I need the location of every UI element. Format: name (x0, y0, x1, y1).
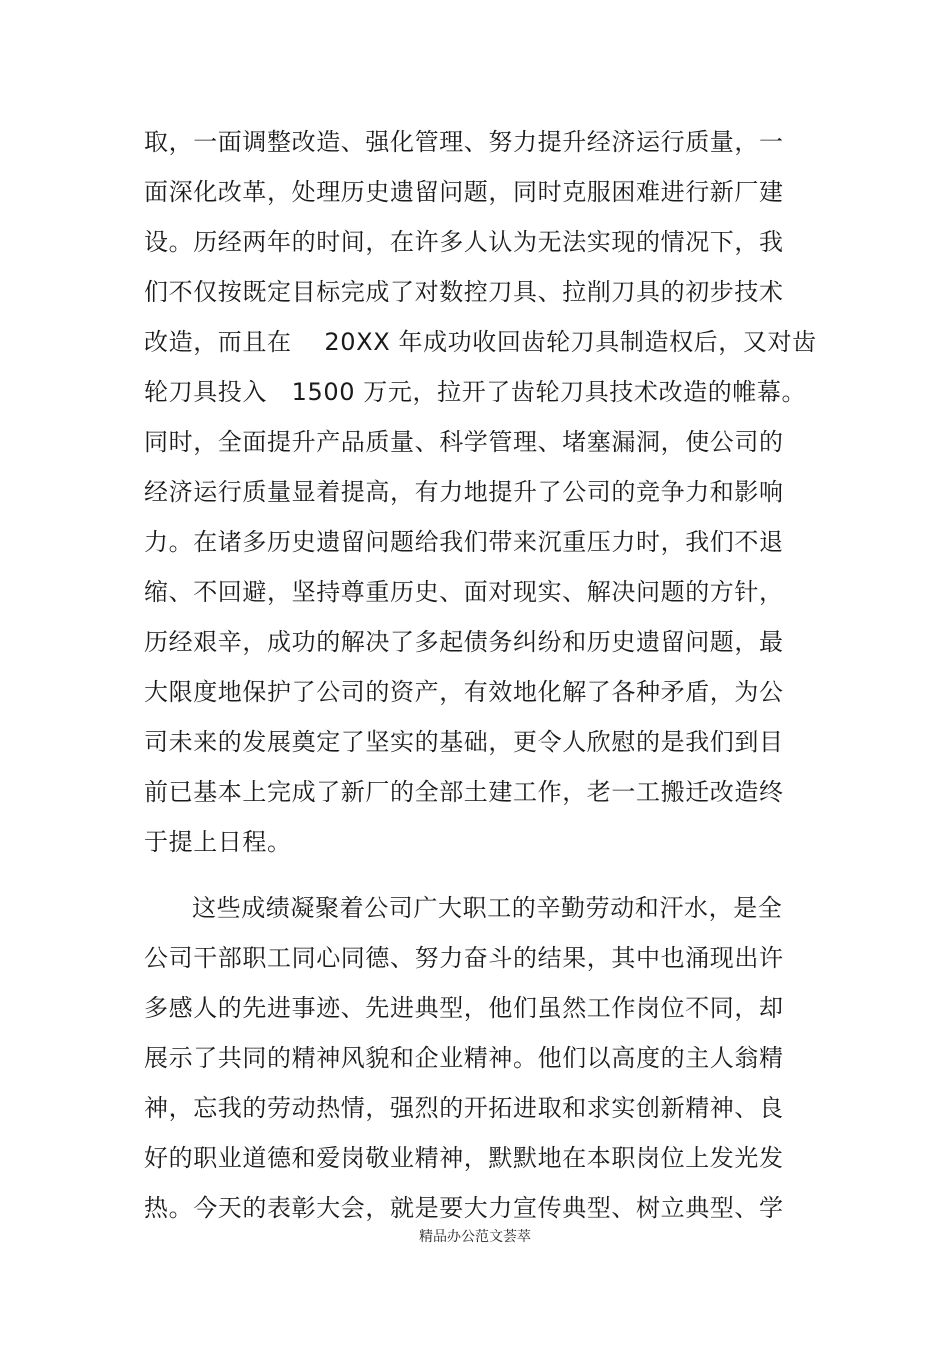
paragraph-1-line-4: 们不仅按既定目标完成了对数控刀具、拉削刀具的初步技术 (144, 278, 784, 306)
page-footer: 精品办公范文荟萃 (419, 1229, 531, 1245)
paragraph-1-line-1: 取，一面调整改造、强化管理、努力提升经济运行质量，一 (144, 128, 784, 156)
paragraph-2-line-5: 神，忘我的劳动热情，强烈的开拓进取和求实创新精神、良 (144, 1094, 784, 1122)
paragraph-2-line-4: 展示了共同的精神风貌和企业精神。他们以高度的主人翁精 (144, 1044, 784, 1072)
paragraph-1-line-5: 改造，而且在 20XX 年成功收回齿轮刀具制造权后，又对齿 (144, 328, 817, 356)
paragraph-1-line-15: 于提上日程。 (144, 828, 292, 856)
paragraph-2-line-6: 好的职业道德和爱岗敬业精神，默默地在本职岗位上发光发 (144, 1144, 784, 1172)
paragraph-1-line-2: 面深化改革，处理历史遗留问题，同时克服困难进行新厂建 (144, 178, 784, 206)
paragraph-1-line-11: 历经艰辛，成功的解决了多起债务纠纷和历史遗留问题，最 (144, 628, 784, 656)
paragraph-2-line-1: 这些成绩凝聚着公司广大职工的辛勤劳动和汗水，是全 (192, 894, 783, 922)
paragraph-1-line-14: 前已基本上完成了新厂的全部土建工作，老一工搬迁改造终 (144, 778, 784, 806)
paragraph-1-line-9: 力。在诸多历史遗留问题给我们带来沉重压力时，我们不退 (144, 528, 784, 556)
paragraph-1-line-7: 同时，全面提升产品质量、科学管理、堵塞漏洞，使公司的 (144, 428, 784, 456)
paragraph-1-line-8: 经济运行质量显着提高，有力地提升了公司的竞争力和影响 (144, 478, 784, 506)
paragraph-2-line-3: 多感人的先进事迹、先进典型，他们虽然工作岗位不同，却 (144, 994, 784, 1022)
paragraph-1-line-3: 设。历经两年的时间，在许多人认为无法实现的情况下，我 (144, 228, 784, 256)
paragraph-1-line-10: 缩、不回避，坚持尊重历史、面对现实、解决问题的方针， (144, 578, 784, 606)
paragraph-1-line-6: 轮刀具投入 1500 万元，拉开了齿轮刀具技术改造的帷幕。 (144, 378, 807, 406)
paragraph-2-line-7: 热。今天的表彰大会，就是要大力宣传典型、树立典型、学 (144, 1194, 784, 1222)
paragraph-2-line-2: 公司干部职工同心同德、努力奋斗的结果，其中也涌现出许 (144, 944, 784, 972)
paragraph-1-line-13: 司未来的发展奠定了坚实的基础，更令人欣慰的是我们到目 (144, 728, 784, 756)
paragraph-1-line-12: 大限度地保护了公司的资产，有效地化解了各种矛盾，为公 (144, 678, 784, 706)
